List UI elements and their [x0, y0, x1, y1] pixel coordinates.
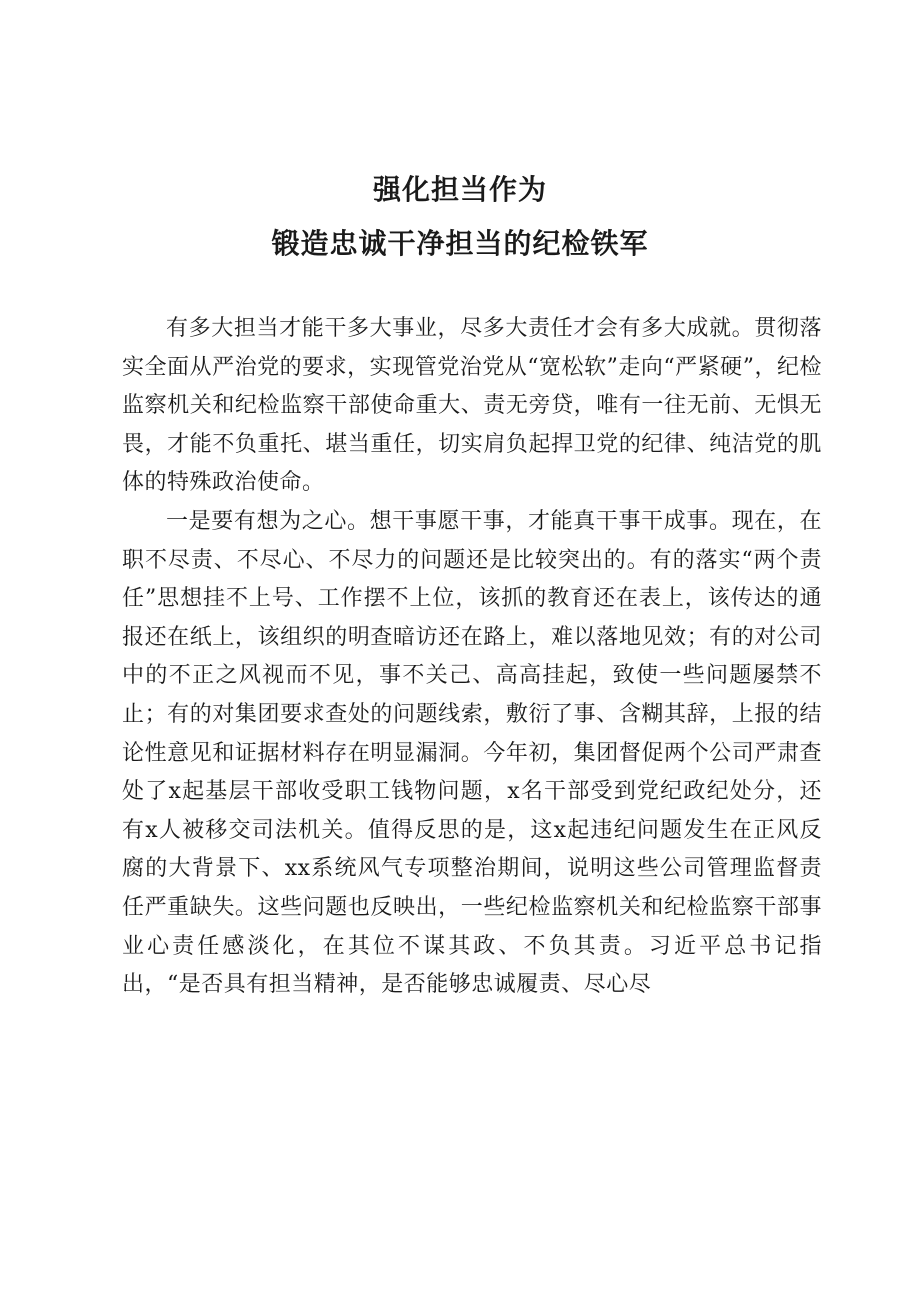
- document-title: [0, 168, 920, 266]
- paragraph-intro: 有多大担当才能干多大事业，尽多大责任才会有多大成就。贯彻落实全面从严治党的要求，实现管党治党从“宽松软”走向“严紧硬”，纪检监察机关和纪检监察干部使命重大、责无旁贷，唯有一往无前、无惧无畏，才能不负重托、堪当重任，切实肩负起捍卫党的纪律、纯洁党的肌体的特殊政治使命。: [122, 316, 822, 496]
- document-body: [122, 310, 822, 1005]
- paragraph-point-one: 一是要有想为之心。想干事愿干事，才能真干事干成事。现在，在职不尽责、不尽心、不尽力的问题还是比较突出的。有的落实“两个责任”思想挂不上号、工作摆不上位，该抓的教育还在表上，该传达的通报还在纸上，该组织的明查暗访还在路上，难以落地见效；有的对公司中的不正之风视而不见，事不关己、高高挂起，致使一些问题屡禁不止；有的对集团要求查处的问题线索，敷衍了事、含糊其辞，上报的结论性意见和证据材料存在明显漏洞。今年初，集团督促两个公司严肃查处了x起基层干部收受职工钱物问题，x名干部受到党纪政纪处分，还有x人被移交司法机关。值得反思的是，这x起违纪问题发生在正风反腐的大背景下、xx系统风气专项整治期间，说明这些公司管理监督责任严重缺失。这些问题也反映出，一些纪检监察机关和纪检监察干部事业心责任感淡化，在其位不谋其政、不负其责。习近平总书记指出，“是否具有担当精神，是否能够忠诚履责、尽心尽: [122, 508, 822, 998]
- title-line-1: 强化担当作为: [372, 173, 547, 206]
- title-line-2: 锻造忠诚干净担当的纪检铁军: [271, 227, 649, 260]
